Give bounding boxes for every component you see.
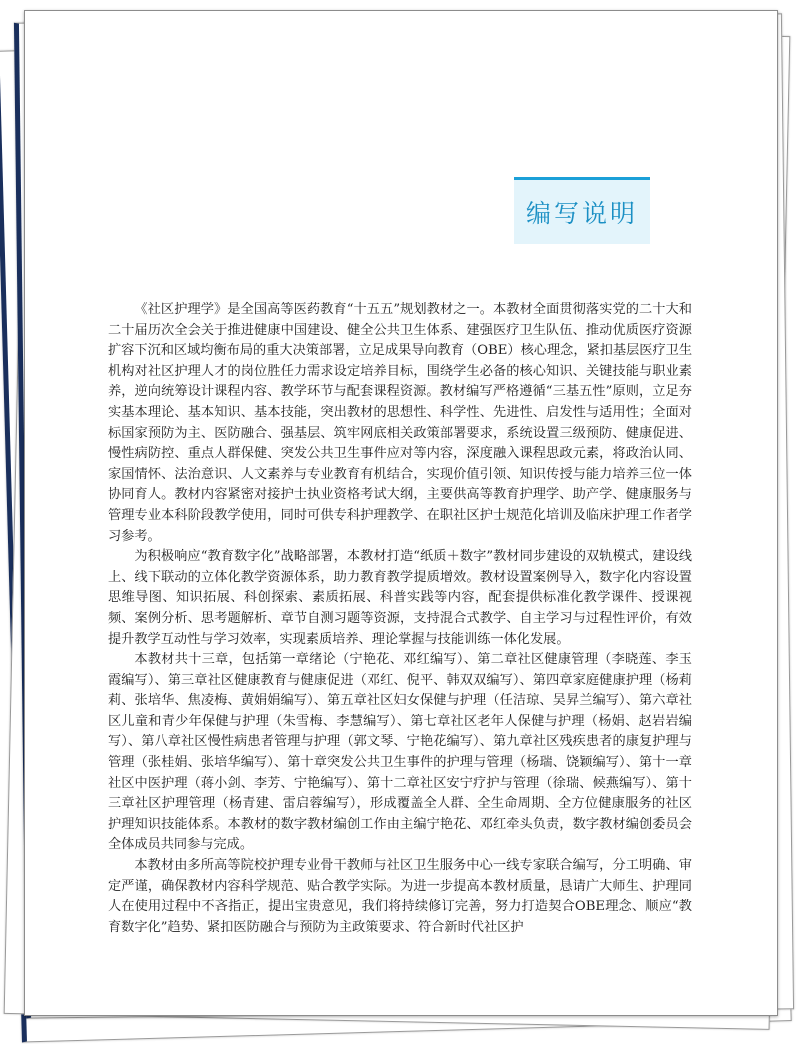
paragraph-digital: 为积极响应“教育数字化”战略部署，本教材打造“纸质＋数字”教材同步建设的双轨模式，建设线上、线下联动的立体化教学资源体系，助力教育教学提质增效。教材设置案例导入，数字化内容设置思维导图、知识拓展、科创探索、素质拓展、科普实践等内容，配套提供标准化教学课件、授课视频、案例分析、思考题解析、章节自测习题等资源，支持混合式教学、自主学习与过程性评价，有效提升教学互动性与学习效率，实现素质培养、理论掌握与技能训练一体化发展。 <box>108 549 692 647</box>
heading-box <box>514 177 650 244</box>
body-text <box>108 300 692 938</box>
page-title: 编写说明 <box>525 199 638 228</box>
document-page <box>24 10 778 1016</box>
paragraph-chapters: 本教材共十三章，包括第一章绪论（宁艳花、邓红编写）、第二章社区健康管理（李晓莲、李玉霞编写）、第三章社区健康教育与健康促进（邓红、倪平、韩双双编写）、第四章家庭健康护理（杨莉莉、张培华、焦凌梅、黄娟娟编写）、第五章社区妇女保健与护理（任洁琼、吴昇兰编写）、第六章社区儿童和青少年保健与护理（朱雪梅、李慧编写）、第七章社区老年人保健与护理（杨娟、赵岩岩编写）、第八章社区慢性病患者管理与护理（郭文琴、宁艳花编写）、第九章社区残疾患者的康复护理与管理（张桂娟、张培华编写）、第十章突发公共卫生事件的护理与管理（杨瑞、饶颖编写）、第十一章社区中医护理（蒋小剑、李芳、宁艳编写）、第十二章社区安宁疗护与管理（徐瑞、候燕编写）、第十三章社区护理管理（杨青建、雷启蓉编写），形成覆盖全人群、全生命周期、全方位健康服务的社区护理知识技能体系。本教材的数字教材编创工作由主编宁艳花、邓红牵头负责，数字教材编创委员会全体成员共同参与完成。 <box>108 652 692 853</box>
paragraph-authors: 本教材由多所高等院校护理专业骨干教师与社区卫生服务中心一线专家联合编写，分工明确、审定严谨，确保教材内容科学规范、贴合教学实际。为进一步提高本教材质量，恳请广大师生、护理同人在使用过程中不吝指正，提出宝贵意见，我们将持续修订完善，努力打造契合OBE理念、顺应“教育数字化”趋势、紧扣医防融合与预防为主政策要求、符合新时代社区护 <box>108 858 692 935</box>
paragraph-intro: 《社区护理学》是全国高等医药教育“十五五”规划教材之一。本教材全面贯彻落实党的二十大和二十届历次全会关于推进健康中国建设、健全公共卫生体系、建强医疗卫生队伍、推动优质医疗资源扩容下沉和区域均衡布局的重大决策部署，立足成果导向教育（OBE）核心理念，紧扣基层医疗卫生机构对社区护理人才的岗位胜任力需求设定培养目标，围绕学生必备的核心知识、关键技能与职业素养，逆向统筹设计课程内容、教学环节与配套课程资源。教材编写严格遵循“三基五性”原则，立足夯实基本理论、基本知识、基本技能，突出教材的思想性、科学性、先进性、启发性与适用性；全面对标国家预防为主、医防融合、强基层、筑牢网底相关政策部署要求，系统设置三级预防、健康促进、慢性病防控、重点人群保健、突发公共卫生事件应对等内容，深度融入课程思政元素，将政治认同、家国情怀、法治意识、人文素养与专业教育有机结合，实现价值引领、知识传授与能力培养三位一体协同育人。教材内容紧密对接护士执业资格考试大纲，主要供高等教育护理学、助产学、健康服务与管理专业本科阶段教学使用，同时可供专科护理教学、在职社区护士规范化培训及临床护理工作者学习参考。 <box>108 302 693 544</box>
